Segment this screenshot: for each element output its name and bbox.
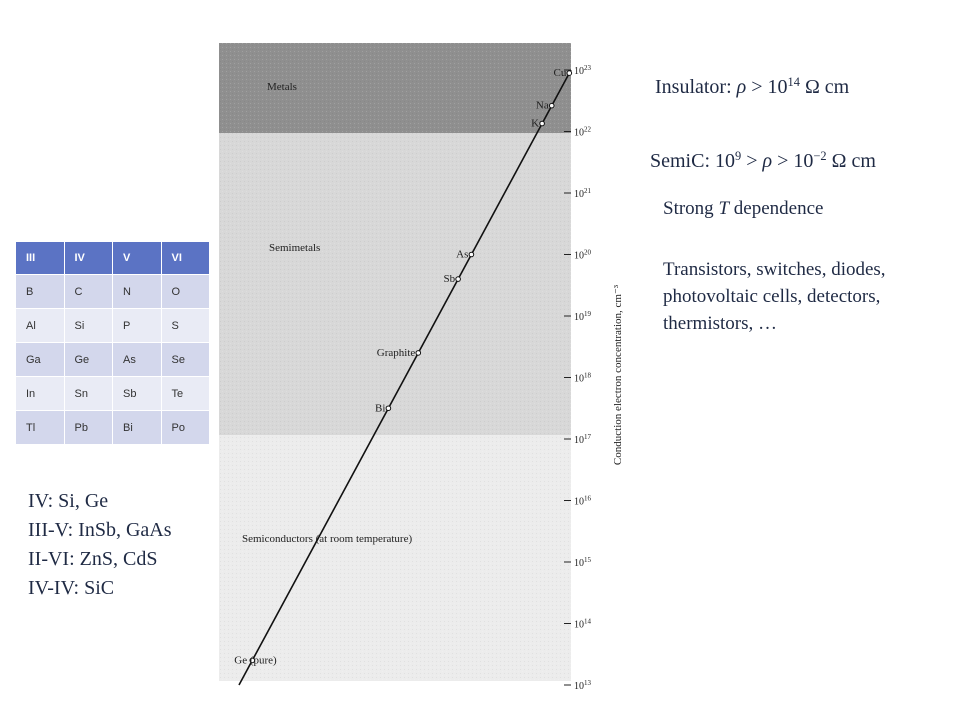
table-row xyxy=(16,275,210,309)
axis-tick-label: $10^{19}$ xyxy=(574,310,591,323)
material-point xyxy=(549,103,554,108)
material-point xyxy=(567,71,572,76)
axis-tick-label: $10^{17}$ xyxy=(574,433,591,446)
element-cell: Sb xyxy=(113,377,162,411)
element-cell: Ge xyxy=(64,343,113,377)
group-header: IV xyxy=(64,242,113,275)
material-label: K xyxy=(531,117,540,130)
axis-label: Conduction electron concentration, cm⁻³ xyxy=(612,284,624,466)
group-header: VI xyxy=(161,242,210,275)
material-point xyxy=(386,406,391,411)
material-label: Na xyxy=(535,99,549,112)
material-label: Ge (pure) xyxy=(234,654,277,667)
element-cell: C xyxy=(64,275,113,309)
semiconductor-note: SemiC: $10^9 > \rho > 10^{-2}$ Ω cm xyxy=(650,149,876,172)
temperature-dependence-note: Strong T dependence xyxy=(663,198,824,219)
table-row xyxy=(16,309,210,343)
example-line: III-V: InSb, GaAs xyxy=(28,519,172,541)
axis-tick-label: $10^{16}$ xyxy=(574,494,591,508)
axis-tick-label: $10^{20}$ xyxy=(574,248,591,262)
axis-tick-label: $10^{13}$ xyxy=(574,679,591,692)
periodic-table-header-row xyxy=(16,242,210,275)
axis-tick-label: $10^{14}$ xyxy=(574,617,591,631)
element-cell: Al xyxy=(16,309,65,343)
material-point xyxy=(540,121,545,126)
applications-line: photovoltaic cells, detectors, xyxy=(663,286,881,307)
material-label: As xyxy=(456,248,469,261)
element-cell: Po xyxy=(161,411,210,445)
element-cell: Ga xyxy=(16,343,65,377)
table-row xyxy=(16,377,210,411)
insulator-note: Insulator: $\rho > 10^{14}$ Ω cm xyxy=(655,75,850,98)
material-label: Bi xyxy=(374,402,386,415)
axis-tick-label: $10^{23}$ xyxy=(574,64,591,77)
axis-tick-label: $10^{15}$ xyxy=(574,556,591,569)
element-cell: B xyxy=(16,275,65,309)
semiconductors-label: Semiconductors (at room temperature) xyxy=(242,533,413,545)
element-cell: O xyxy=(161,275,210,309)
example-line: II-VI: ZnS, CdS xyxy=(28,548,158,570)
element-cell: Tl xyxy=(16,411,65,445)
applications-line: Transistors, switches, diodes, xyxy=(663,259,886,280)
group-header: III xyxy=(16,242,65,275)
periodic-table xyxy=(15,241,210,445)
carrier-concentration-diagram xyxy=(219,40,629,692)
applications-line: thermistors, … xyxy=(663,313,777,334)
element-cell: In xyxy=(16,377,65,411)
element-cell: N xyxy=(113,275,162,309)
compound-examples xyxy=(28,487,172,603)
material-point xyxy=(469,252,474,257)
axis-tick-label: $10^{22}$ xyxy=(574,125,591,139)
material-label: Sb xyxy=(443,273,456,286)
element-cell: Te xyxy=(161,377,210,411)
table-row xyxy=(16,411,210,445)
material-point xyxy=(456,277,461,282)
element-cell: As xyxy=(113,343,162,377)
table-row xyxy=(16,343,210,377)
axis-tick-label: $10^{21}$ xyxy=(574,187,591,200)
applications-note xyxy=(663,256,886,337)
element-cell: Bi xyxy=(113,411,162,445)
example-line: IV: Si, Ge xyxy=(28,490,109,512)
element-cell: Pb xyxy=(64,411,113,445)
material-label: Graphite xyxy=(376,346,416,359)
semimetals-label: Semimetals xyxy=(269,242,321,254)
material-point xyxy=(416,351,421,356)
element-cell: Sn xyxy=(64,377,113,411)
element-cell: S xyxy=(161,309,210,343)
element-cell: Si xyxy=(64,309,113,343)
group-header: V xyxy=(113,242,162,275)
element-cell: P xyxy=(113,309,162,343)
example-line: IV-IV: SiC xyxy=(28,577,115,599)
axis-tick-label: $10^{18}$ xyxy=(574,371,591,385)
material-label: Cu xyxy=(553,67,567,80)
element-cell: Se xyxy=(161,343,210,377)
metals-label: Metals xyxy=(267,81,297,93)
